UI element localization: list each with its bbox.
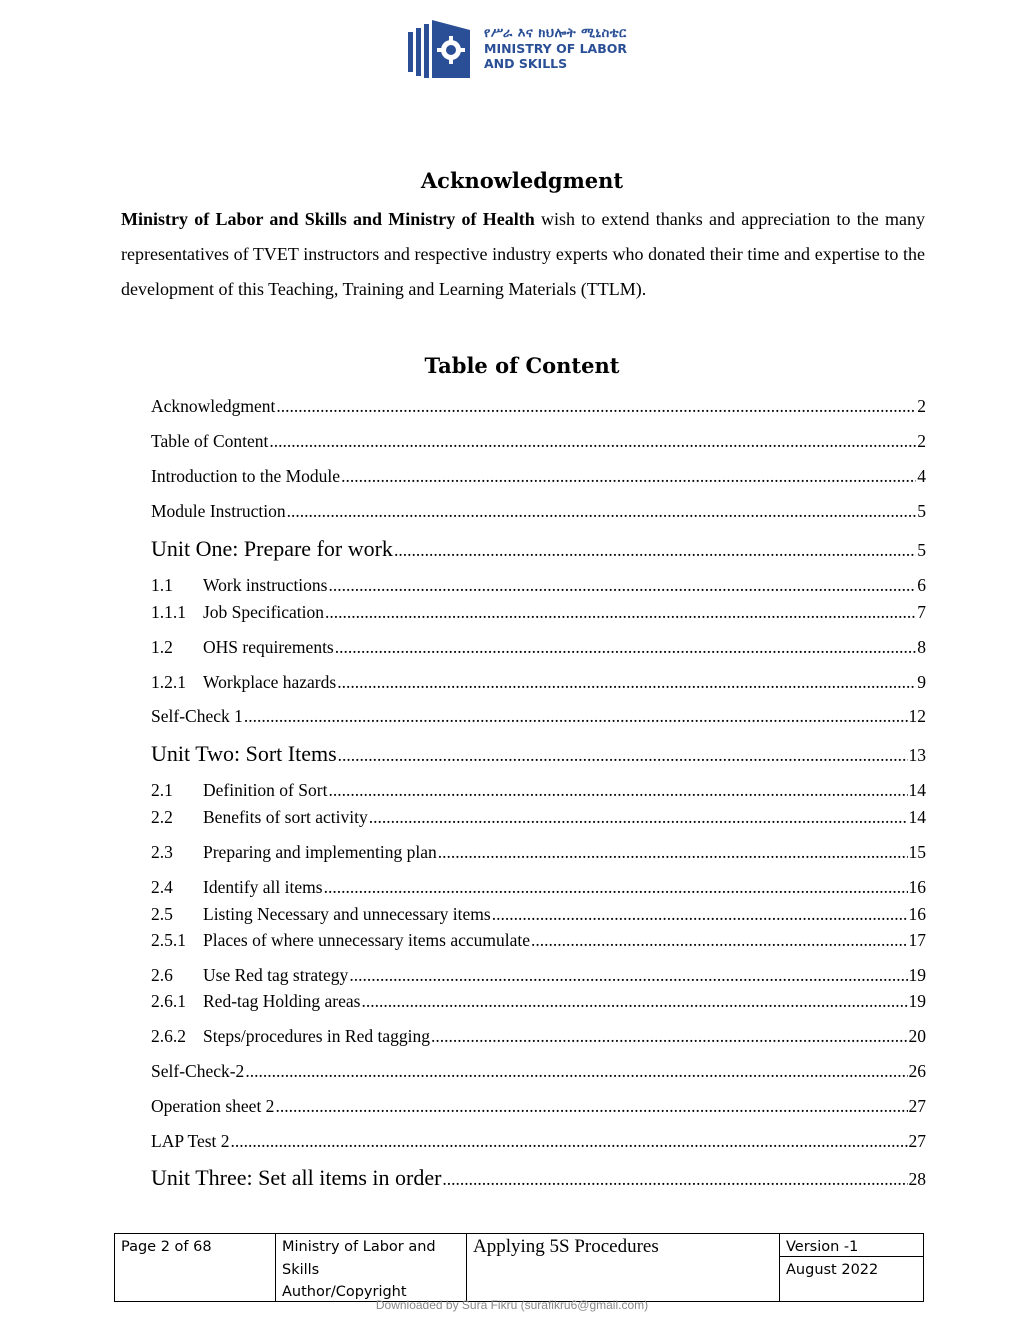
toc-dot-leader [328,575,916,595]
toc-entry-page: 15 [908,842,926,862]
toc-entry[interactable] [151,877,926,897]
toc-dot-leader [324,877,908,897]
toc-entry-page: 7 [917,602,926,622]
toc-dot-leader [287,501,917,521]
toc-entry-text: Acknowledgment [151,396,276,416]
toc-entry[interactable] [151,575,926,595]
toc-entry-number: 2.2 [151,807,173,827]
toc-title: Table of Content [424,353,620,378]
toc-entry-page: 20 [908,1026,926,1046]
acknowledgment-bold-lead: Ministry of Labor and Skills and Ministry of Health [121,209,535,229]
toc-entry-page: 4 [917,466,926,486]
toc-dot-leader [431,1026,908,1046]
toc-entry[interactable] [151,672,926,692]
toc-entry-text: Places of where unnecessary items accumulate [203,930,531,950]
footer-module-title: Applying 5S Procedures [473,1236,659,1257]
toc-entry-page: 5 [917,501,926,521]
toc-entry-number: 2.5.1 [151,930,186,950]
toc-dot-leader [369,807,908,827]
toc-entry-number: 2.6.1 [151,991,186,1011]
logo-amharic-text: የሥራ እና ክህሎት ሚኒስቴር [484,26,627,41]
toc-dot-leader [492,904,908,924]
toc-entry-text: Operation sheet 2 [151,1096,275,1116]
toc-entry-text: Table of Content [151,431,269,451]
toc-dot-leader [245,1061,907,1081]
toc-entry-page: 9 [917,672,926,692]
toc-entry-page: 16 [908,877,926,897]
toc-dot-leader [438,842,908,862]
toc-entry-page: 13 [908,745,926,765]
logo-line-1: MINISTRY OF LABOR [484,41,628,56]
toc-dot-leader [349,965,907,985]
toc-entry[interactable] [151,904,926,924]
toc-entry-text: Self-Check 1 [151,706,243,726]
toc-entry[interactable] [151,780,926,800]
toc-entry[interactable] [151,466,926,486]
toc-entry-text: Use Red tag strategy [203,965,349,985]
toc-entry-text: Steps/procedures in Red tagging [203,1026,430,1046]
toc-entry-text: Preparing and implementing plan [203,842,437,862]
toc-entry[interactable] [151,501,926,521]
toc-entry-text: Unit Two: Sort Items [151,741,337,766]
toc-entry[interactable] [151,1061,926,1081]
logo-line-2: AND SKILLS [484,56,568,71]
toc-dot-leader [335,637,917,657]
toc-entry[interactable] [151,431,926,451]
ministry-logo-icon [408,20,474,78]
toc-entry-page: 28 [908,1169,926,1189]
toc-entry[interactable] [151,706,926,726]
toc-dot-leader [338,742,908,768]
toc-entry[interactable] [151,965,926,985]
download-note: Downloaded by Sura Fikru (surafikru6@gmail.com) [375,1298,649,1312]
toc-entry[interactable] [151,991,926,1011]
toc-entry-page: 14 [908,780,926,800]
toc-entry-number: 1.2.1 [151,672,186,692]
toc-entry-page: 14 [908,807,926,827]
toc-unit-entry[interactable] [151,1165,926,1192]
footer-org-line-2: Skills [282,1261,320,1278]
toc-entry-page: 27 [908,1096,926,1116]
toc-dot-leader [394,537,916,563]
toc-entry-page: 19 [908,991,926,1011]
toc-entry-text: Listing Necessary and unnecessary items [203,904,491,924]
toc-entry-text: Self-Check-2 [151,1061,245,1081]
toc-entry-text: Job Specification [203,602,325,622]
toc-entry-page: 8 [917,637,926,657]
toc-entry-number: 1.1 [151,575,173,595]
toc-entry-text: Workplace hazards [203,672,337,692]
toc-entry-text: Benefits of sort activity [203,807,368,827]
acknowledgment-title: Acknowledgment [420,168,624,193]
toc-dot-leader [531,930,907,950]
footer-organization [276,1234,466,1306]
footer-org-line-3: Author/Copyright [282,1284,407,1300]
toc-entry[interactable] [151,842,926,862]
toc-entry-text: Red-tag Holding areas [203,991,361,1011]
toc-entry[interactable] [151,637,926,657]
toc-entry-page: 19 [908,965,926,985]
toc-entry-page: 26 [908,1061,926,1081]
toc-entry-text: OHS requirements [203,637,334,657]
footer-org-line-1: Ministry of Labor and [282,1239,436,1255]
toc-entry-page: 6 [917,575,926,595]
toc-entry[interactable] [151,807,926,827]
toc-dot-leader [275,1096,907,1116]
toc-entry-number: 1.2 [151,637,173,657]
toc-entry-number: 2.5 [151,904,173,924]
toc-entry-text: Module Instruction [151,501,286,521]
toc-entry-text: LAP Test 2 [151,1131,230,1151]
toc-entry-text: Unit One: Prepare for work [151,536,393,561]
footer-date: August 2022 [786,1262,879,1278]
toc-entry-page: 5 [917,540,926,560]
toc-unit-entry[interactable] [151,741,926,768]
toc-entry[interactable] [151,396,926,416]
toc-entry-number: 2.6 [151,965,173,985]
toc-entry-page: 2 [917,431,926,451]
acknowledgment-paragraph [121,202,925,307]
ministry-logo [408,18,638,78]
toc-entry-number: 2.3 [151,842,173,862]
toc-entry-text: Introduction to the Module [151,466,341,486]
toc-dot-leader [325,602,916,622]
acknowledgment-body: wish to extend thanks and appreciation to the many representatives of TVET instructors and respective industry experts who donated their time and expertise to the development of this Teaching, Training and Learning Materials (TTLM). [121,209,926,299]
toc-dot-leader [328,780,907,800]
footer-page-number: Page 2 of 68 [121,1239,212,1255]
toc-dot-leader [276,396,916,416]
footer-version: Version -1 [780,1234,923,1257]
toc-dot-leader [244,706,908,726]
toc-entry-number: 2.4 [151,877,173,897]
toc-dot-leader [361,991,907,1011]
toc-entry-page: 17 [908,930,926,950]
toc-entry[interactable] [151,1026,926,1046]
toc-entry-text: Unit Three: Set all items in order [151,1165,442,1190]
toc-entry-page: 27 [908,1131,926,1151]
toc-entry[interactable] [151,1096,926,1116]
toc-entry-number: 1.1.1 [151,602,186,622]
toc-entry-number: 2.1 [151,780,173,800]
toc-entry-number: 2.6.2 [151,1026,186,1046]
toc-entry-page: 16 [908,904,926,924]
toc-entry-text: Identify all items [203,877,323,897]
footer-table [114,1233,924,1302]
toc-unit-entry[interactable] [151,536,926,563]
toc-dot-leader [269,431,916,451]
toc-dot-leader [341,466,916,486]
toc-entry[interactable] [151,930,926,950]
toc-entry[interactable] [151,1131,926,1151]
toc-entry[interactable] [151,602,926,622]
toc-dot-leader [442,1166,907,1192]
toc-dot-leader [231,1131,908,1151]
toc-entry-page: 2 [917,396,926,416]
toc-entry-text: Work instructions [203,575,328,595]
toc-entry-page: 12 [908,706,926,726]
toc-entry-text: Definition of Sort [203,780,328,800]
toc-dot-leader [337,672,916,692]
